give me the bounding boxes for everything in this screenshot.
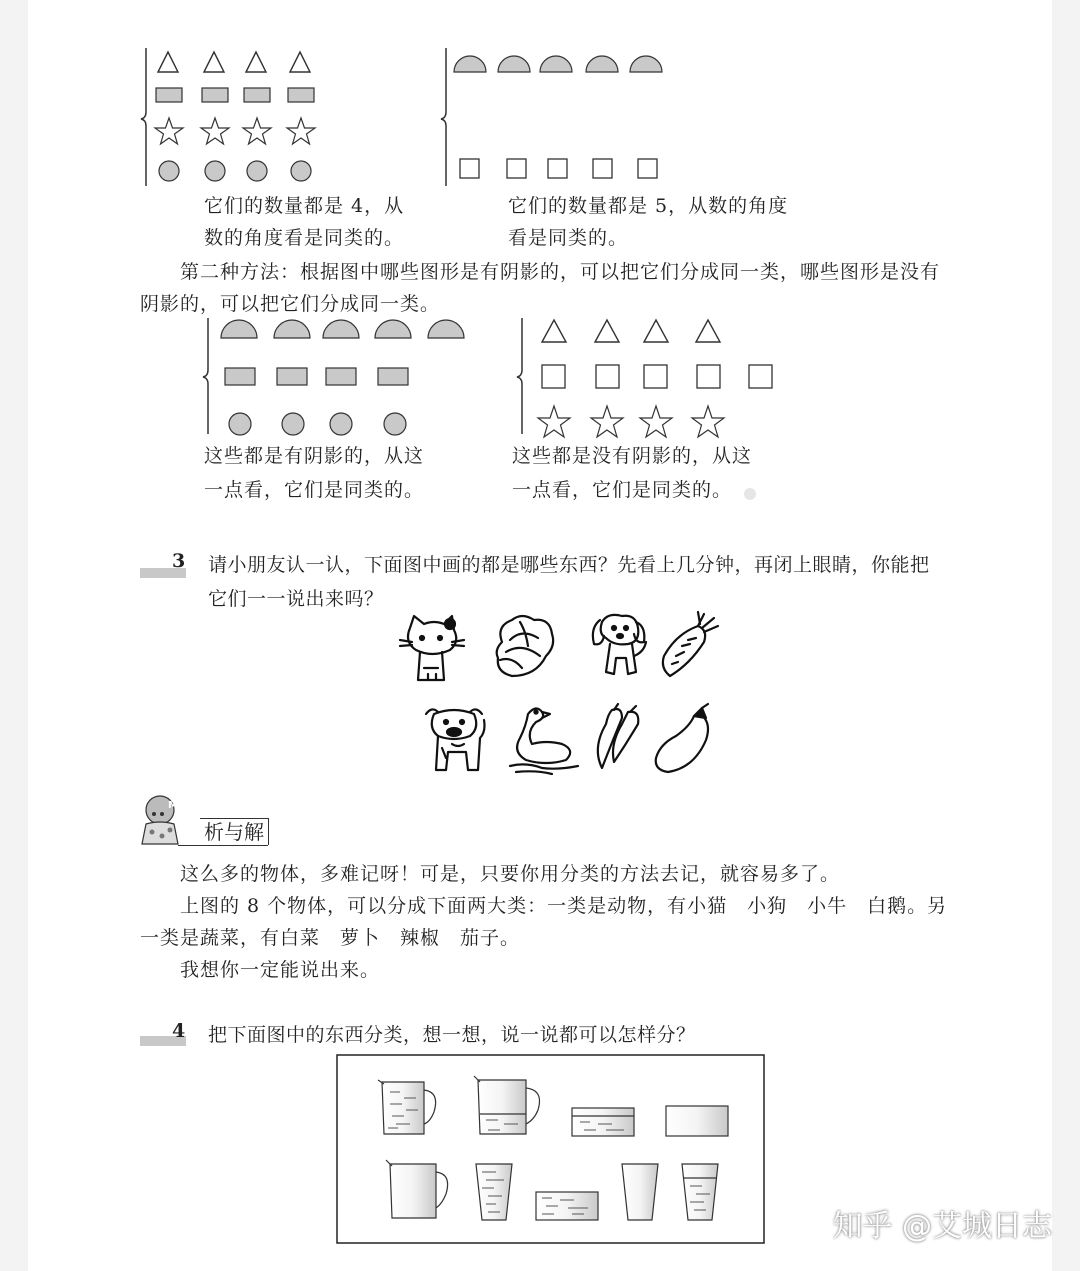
top-right-shape-group xyxy=(440,46,680,196)
q3-icon-grid xyxy=(398,612,718,782)
cabbage-icon xyxy=(497,616,553,676)
analysis-line1: 这么多的物体，多难记呀！可是，只要你用分类的方法去记，就容易多了。 xyxy=(180,863,841,885)
question-4-number: 4 xyxy=(172,1020,186,1042)
tray-empty-icon xyxy=(666,1106,728,1136)
caption-left-line1: 它们的数量都是 4，从 xyxy=(204,195,405,217)
cow-icon xyxy=(426,709,485,770)
mascot-icon xyxy=(138,794,184,846)
radish-icon xyxy=(663,612,718,676)
shaded-semicircle-row xyxy=(221,320,464,338)
star-row xyxy=(155,118,315,144)
brace-icon xyxy=(441,48,446,186)
eggplant-icon xyxy=(656,704,708,772)
shaded-shape-group xyxy=(202,316,482,442)
watermark: 知乎 @艾城日志 xyxy=(832,1209,1052,1244)
analysis-label: 析与解 xyxy=(200,818,269,845)
cat-icon xyxy=(400,616,464,680)
cup-full-icon xyxy=(476,1164,512,1220)
analysis-line3: 一类是蔬菜，有白菜 萝卜 辣椒 茄子。 xyxy=(140,927,521,949)
caption-left-line2: 数的角度看是同类的。 xyxy=(204,227,405,249)
q4-container-box xyxy=(336,1054,766,1246)
brace-icon xyxy=(141,48,146,186)
goose-icon xyxy=(510,708,578,774)
triangle-row xyxy=(542,320,720,342)
cup-partial-icon xyxy=(682,1164,718,1220)
analysis-line4: 我想你一定能说出来。 xyxy=(180,959,381,981)
shaded-rect-row xyxy=(225,368,408,385)
triangle-row xyxy=(158,52,310,72)
shaded-caption-line2: 一点看，它们是同类的。 xyxy=(204,479,425,501)
question-4-text: 把下面图中的东西分类，想一想，说一说都可以怎样分？ xyxy=(208,1024,696,1046)
svg-text:M: M xyxy=(168,800,178,811)
unshaded-caption-line2: 一点看，它们是同类的。 xyxy=(512,479,733,501)
method2-line2: 阴影的，可以把它们分成同一类。 xyxy=(140,293,441,315)
star-row xyxy=(538,406,724,437)
question-3-number: 3 xyxy=(172,550,186,572)
analysis-line2: 上图的 8 个物体，可以分成下面两大类：一类是动物，有小猫 小狗 小牛 白鹅。另 xyxy=(180,895,948,917)
caption-right-line1: 它们的数量都是 5，从数的角度 xyxy=(508,195,789,217)
shaded-rect-row xyxy=(156,88,314,102)
unshaded-shape-group xyxy=(516,316,796,442)
tray-full-icon xyxy=(536,1192,598,1220)
tray-half-icon xyxy=(572,1108,634,1136)
pepper-icon xyxy=(598,704,638,768)
shaded-circle-row xyxy=(159,161,311,181)
brace-icon xyxy=(203,318,208,434)
shaded-caption-line1: 这些都是有阴影的，从这 xyxy=(204,445,425,467)
caption-right-line2: 看是同类的。 xyxy=(508,227,629,249)
square-row xyxy=(460,159,657,178)
document-page xyxy=(28,0,1052,1271)
square-row xyxy=(542,365,772,388)
analysis-underline xyxy=(178,845,268,846)
scan-dot xyxy=(744,488,756,500)
method2-line1: 第二种方法：根据图中哪些图形是有阴影的，可以把它们分成同一类，哪些图形是没有 xyxy=(180,261,941,283)
dog-icon xyxy=(593,615,646,674)
top-left-shape-group xyxy=(140,46,340,196)
brace-icon xyxy=(517,318,522,434)
shaded-semicircle-row xyxy=(454,56,662,72)
question-3-line2: 它们一一说出来吗？ xyxy=(208,588,384,610)
unshaded-caption-line1: 这些都是没有阴影的，从这 xyxy=(512,445,753,467)
cup-empty-icon xyxy=(622,1164,658,1220)
question-3-line1: 请小朋友认一认，下面图中画的都是哪些东西？先看上几分钟，再闭上眼睛，你能把 xyxy=(208,554,930,576)
shaded-circle-row xyxy=(229,413,406,435)
